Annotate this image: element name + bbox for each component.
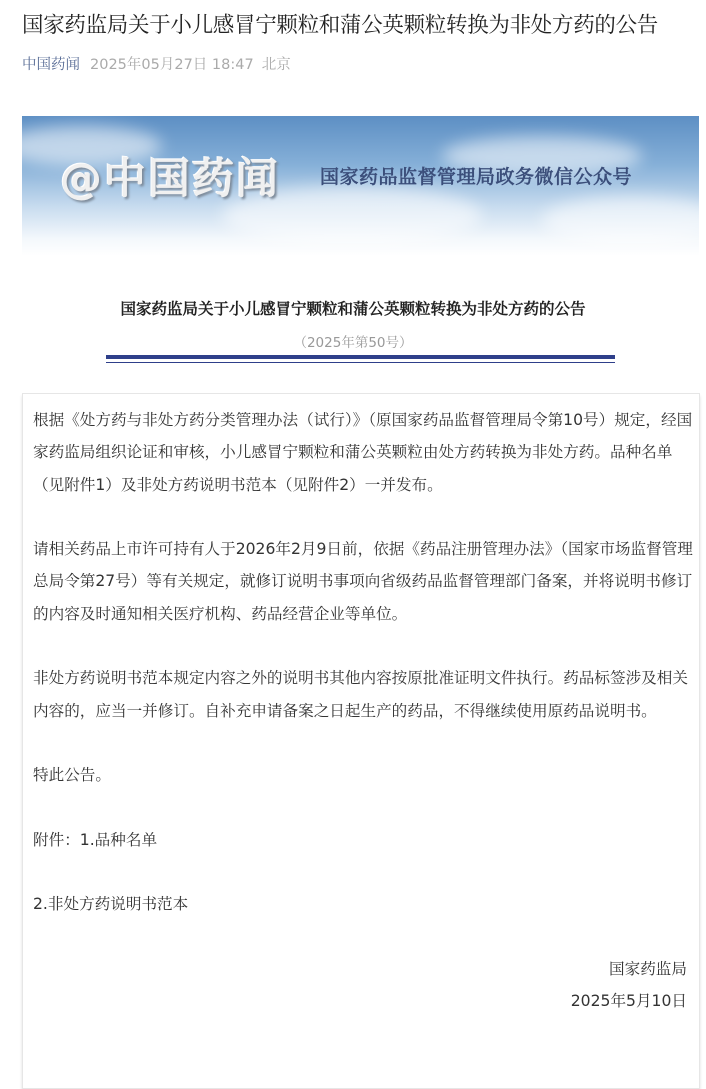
article-meta: [22, 53, 291, 74]
paragraph: 根据《处方药与非处方药分类管理办法（试行）》（原国家药品监督管理局令第10号）规定，经国家药监局组织论证和审核，小儿感冒宁颗粒和蒲公英颗粒由处方药转换为非处方药。品种名单（见附件1）及非处方药说明书范本（见附件2）一并发布。: [33, 411, 693, 494]
document-body: [33, 404, 693, 1018]
signatory: 国家药监局: [609, 960, 687, 979]
attachment-1: 附件：1.品种名单: [33, 830, 158, 849]
paragraph: 特此公告。: [33, 766, 111, 785]
title-divider-thin: [106, 362, 615, 363]
paragraph: 非处方药说明书范本规定内容之外的说明书其他内容按原批准证明文件执行。药品标签涉及相关内容的，应当一并修订。自补充申请备案之日起生产的药品，不得继续使用原药品说明书。: [33, 669, 688, 720]
banner-tagline: 国家药品监督管理局政务微信公众号: [320, 166, 633, 188]
paragraph: 请相关药品上市许可持有人于2026年2月9日前，依据《药品注册管理办法》（国家市场监督管理总局令第27号）等有关规定，就修订说明书事项向省级药品监督管理部门备案，并将说明书修订的内容及时通知相关医疗机构、药品经营企业等单位。: [33, 540, 693, 623]
document-number: （2025年第50号）: [293, 335, 413, 351]
title-divider-thick: [106, 355, 615, 359]
header-banner-image: [22, 116, 699, 256]
publish-location: 北京: [261, 57, 291, 73]
publish-datetime: 2025年05月27日 18:47: [90, 57, 254, 73]
document-date: 2025年5月10日: [570, 992, 687, 1011]
document-title: 国家药监局关于小儿感冒宁颗粒和蒲公英颗粒转换为非处方药的公告: [120, 300, 586, 318]
article-title: 国家药监局关于小儿感冒宁颗粒和蒲公英颗粒转换为非处方药的公告: [22, 13, 659, 38]
source-account-link[interactable]: 中国药闻: [22, 57, 80, 73]
banner-logo: @中国药闻: [60, 154, 281, 203]
attachment-2: 2.非处方药说明书范本: [33, 895, 189, 914]
